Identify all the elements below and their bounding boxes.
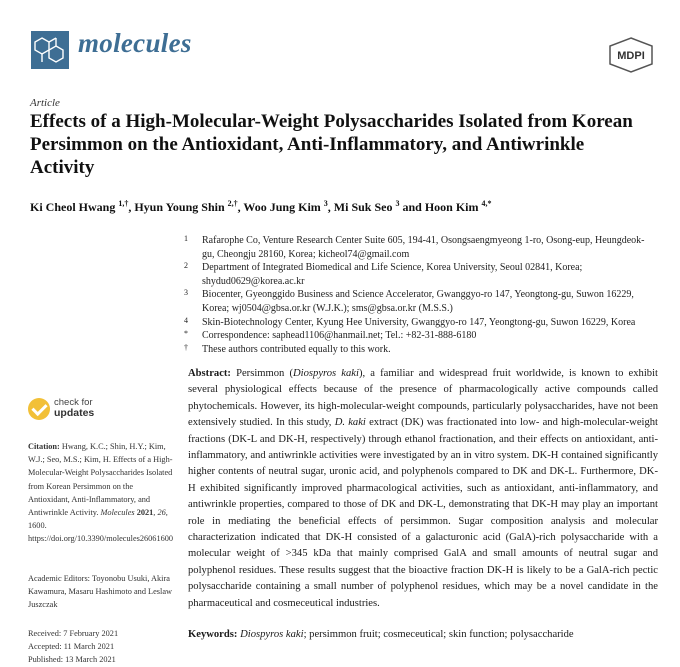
affiliation-marker: † bbox=[184, 342, 188, 352]
author-sup: 3 bbox=[323, 199, 328, 208]
citation-year: 2021 bbox=[136, 508, 154, 518]
author-name[interactable]: Ki Cheol Hwang bbox=[30, 200, 116, 214]
affiliations bbox=[184, 234, 654, 356]
article-type: Article bbox=[30, 97, 60, 109]
author-name[interactable]: Mi Suk Seo bbox=[333, 200, 393, 214]
keywords-label: Keywords: bbox=[188, 629, 238, 640]
author-sup: 1,† bbox=[118, 199, 129, 208]
affiliation-item bbox=[184, 288, 654, 315]
affiliation-text: Rafarophe Co, Venture Research Center Suite 605, 194-41, Osongsaengmyeong 1-ro, Osong-eup, Heungdeok-gu, Cheongju 28160, Korea; kicheol74@gmail.com bbox=[202, 235, 645, 260]
academic-editors: Academic Editors: Toyonobu Usuki, Akira Kawamura, Masaru Hashimoto and Leslaw Juszczak bbox=[28, 574, 173, 610]
affiliation-marker: 2 bbox=[184, 261, 188, 271]
author-sup: 2,† bbox=[227, 199, 238, 208]
citation-text: Hwang, K.C.; Shin, H.Y.; Kim, W.J.; Seo, M.S.; Kim, H. Effects of a High-Molecular-Weight Polysaccharides Isolated from Korean Persimmon on the Antioxidant, Anti-Inflammatory, and Antiwrinkle Activity. bbox=[28, 442, 173, 518]
affiliation-marker: 3 bbox=[184, 288, 188, 298]
mdpi-logo-text: MDPI bbox=[617, 50, 645, 62]
affiliation-item bbox=[184, 316, 654, 330]
citation-doi[interactable]: , 1600. https://doi.org/10.3390/molecules26061600 bbox=[28, 508, 174, 544]
affiliation-item bbox=[184, 234, 654, 261]
affiliation-marker: * bbox=[184, 329, 188, 339]
equal-contribution-text: These authors contributed equally to this work. bbox=[202, 343, 391, 355]
correspondence-text[interactable]: Correspondence: saphead1106@hanmail.net; Tel.: +82-31-888-6180 bbox=[202, 330, 477, 342]
journal-name[interactable]: molecules bbox=[78, 28, 192, 58]
author-name[interactable]: Hyun Young Shin bbox=[134, 200, 225, 214]
affiliation-item bbox=[184, 261, 654, 288]
keywords-text: ; persimmon fruit; cosmeceutical; skin function; polysaccharide bbox=[303, 629, 574, 640]
author-name[interactable]: Woo Jung Kim bbox=[243, 200, 321, 214]
author-sup: 3 bbox=[395, 199, 400, 208]
citation-block: Citation: Hwang, K.C.; Shin, H.Y.; Kim, W.J.; Seo, M.S.; Kim, H. Effects of a High-Molecular-Weight Polysaccharides Isolated from Korean Persimmon on the Antioxidant, Anti-Inflammatory, and Antiwrinkle Activity. Molecules 2021, 26, 1600. https://doi.org/10.3390/molecules26061600 bbox=[28, 442, 174, 544]
check-updates-line2: updates bbox=[54, 407, 95, 419]
keyword-species: Diospyros kaki bbox=[240, 629, 304, 640]
affiliation-marker: 4 bbox=[184, 315, 188, 325]
abstract-text: Persimmon ( bbox=[230, 368, 294, 379]
citation-volume: 26 bbox=[157, 508, 166, 518]
abstract-species: Diospyros kaki bbox=[293, 368, 359, 379]
published-date: Published: 13 March 2021 bbox=[28, 655, 116, 665]
mdpi-logo[interactable] bbox=[607, 37, 655, 73]
accepted-date: Accepted: 11 March 2021 bbox=[28, 642, 115, 652]
abstract-text: ), a familiar and widespread fruit worldwide, is known to exhibit several physiological effects because of the presence of pharmacologically active compounds called phytochemicals. However, its high-molecular-weight compounds, particularly polysaccharides, have not been extensively studied. In this study, bbox=[188, 368, 658, 429]
author-sup: 4,* bbox=[481, 199, 492, 208]
abstract-label: Abstract: bbox=[188, 368, 231, 379]
affiliation-text: Skin-Biotechnology Center, Kyung Hee University, Gwanggyo-ro 147, Yeongtong-gu, Suwon 16229, Korea bbox=[202, 316, 636, 328]
abstract-species-abbrev: D. kaki bbox=[334, 417, 366, 429]
check-updates-line1: check for bbox=[54, 397, 93, 408]
author-list: Ki Cheol Hwang $^{1,\dagger}$, Hyun Young Shin $^{2,\dagger}$, Woo Jung Kim $^3$, Mi Suk Seo $^3$ and Hoon Kim $^{4,*}$ bbox=[30, 199, 492, 214]
citation-label: Citation: bbox=[28, 442, 60, 451]
received-date: Received: 7 February 2021 bbox=[28, 629, 119, 638]
equal-contribution-note bbox=[184, 343, 654, 357]
article-title: Effects of a High-Molecular-Weight Polysaccharides Isolated from Korean Persimmon on the Antioxidant, Anti-Inflammatory, and Antiwrinkle Activity bbox=[30, 111, 633, 178]
affiliation-text: Biocenter, Gyeonggido Business and Science Accelerator, Gwanggyo-ro 147, Yeongtong-gu, Suwon 16229, Korea; wj0504@gbsa.or.kr (W.J.K.); sms@gbsa.or.kr (M.S.S.) bbox=[202, 289, 634, 314]
affiliation-marker: 1 bbox=[184, 234, 188, 243]
citation-journal: Molecules bbox=[100, 508, 135, 518]
author-name[interactable]: Hoon Kim bbox=[424, 200, 479, 214]
abstract bbox=[188, 366, 658, 612]
correspondence-item bbox=[184, 329, 654, 343]
check-for-updates-button[interactable] bbox=[28, 398, 148, 426]
journal-logo-icon bbox=[30, 30, 70, 70]
keywords bbox=[188, 629, 658, 640]
and-word: and bbox=[402, 200, 422, 214]
abstract-text: extract (DK) was fractionated into low- and high-molecular-weight fractions (DK-L and DK-H, respectively) through ethanol fractionation, and their effects on antioxidant, anti-inflammatory, and antiwrinkle activities were investigated by an in vitro system. DK-H contained significantly higher contents of neutral sugar, uronic acid, and polyphenols compared to DK and DK-L. Furthermore, DK-H exhibited significantly improved pharmacological activities, such as antioxidant, anti-inflammatory, and antiwrinkle properties, compared to those of DK and DK-L, demonstrating that DK-H may play an important role in mediating the beneficial effects of persimmon. Sugar composition analysis and molecular characterization indicated that DK-H consisted of a galacturonic acid (GalA)-rich polysaccharide with a molecular weight of >345 kDa that mainly comprised GalA and small amounts of neutral sugar and polyphenol residues. These results suggest that the bioactive fraction DK-H is likely to be a GalA-rich pectic polysaccharide containing a small number of polyphenol residues, which may be a novel candidate in the pharmaceutical and cosmeceutical industries. bbox=[188, 417, 658, 609]
checkmark-icon bbox=[28, 398, 50, 420]
affiliation-text: Department of Integrated Biomedical and Life Science, Korea University, Seoul 02841, Korea; shydud0629@korea.ac.kr bbox=[202, 262, 583, 287]
